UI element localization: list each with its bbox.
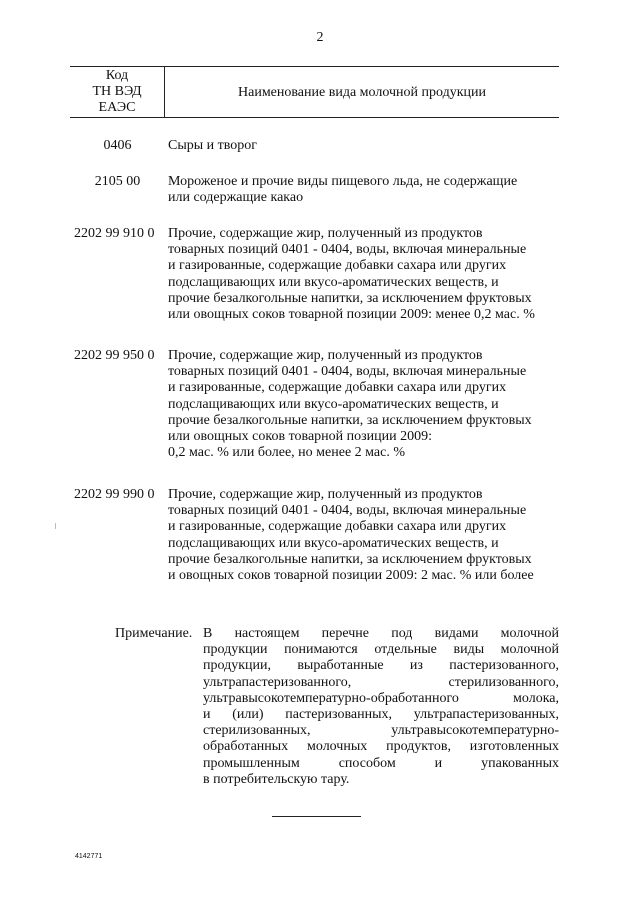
- header-code-line: Код: [105, 68, 129, 83]
- row-description-line: или овощных соков товарной позиции 2009:: [168, 429, 433, 445]
- row-description-line: товарных позиций 0401 - 0404, воды, включая минеральные: [168, 364, 527, 380]
- end-separator-line: [272, 816, 361, 817]
- note-line: и (или) пастеризованных, ультрапастеризованных,: [203, 707, 559, 723]
- header-name-column: Наименование вида молочной продукции: [238, 85, 486, 100]
- page-number: 2: [316, 30, 324, 45]
- header-code-column: [70, 68, 164, 116]
- row-code: 2105 00: [94, 174, 141, 189]
- header-code-line: ТН ВЭД: [92, 84, 142, 99]
- header-code-line: ЕАЭС: [98, 100, 136, 115]
- row-description-line: и овощных соков товарной позиции 2009: 2 мас. % или более: [168, 568, 534, 584]
- row-description: [168, 138, 568, 154]
- row-description-line: Прочие, содержащие жир, полученный из продуктов: [168, 226, 483, 241]
- row-description-line: прочие безалкогольные напитки, за исключением фруктовых: [168, 290, 532, 306]
- row-code: 0406: [103, 138, 132, 153]
- row-code: 2202 99 990 0: [74, 487, 155, 502]
- row-description-line: и газированные, содержащие добавки сахара или других: [168, 258, 507, 274]
- note-line: ультрапастеризованного, стерилизованного,: [203, 674, 559, 690]
- note-line: В настоящем перечне под видами молочной: [203, 626, 559, 641]
- note-line: ультравысокотемпературно-обработанного молока,: [203, 690, 559, 706]
- row-description-line: или содержащие какао: [168, 190, 304, 206]
- note-line: обработанных молочных продуктов, изготовленных: [203, 739, 559, 755]
- note-line: в потребительскую тару.: [203, 771, 350, 787]
- row-code: 2202 99 910 0: [74, 226, 155, 241]
- row-description-line: подслащивающих или вкусо-ароматических веществ, и: [168, 535, 499, 551]
- note-text: [203, 626, 559, 788]
- row-description-line: или овощных соков товарной позиции 2009: менее 0,2 мас. %: [168, 307, 535, 323]
- note-line: продукции, выработанные из пастеризованного,: [203, 658, 559, 674]
- row-code: 2202 99 950 0: [74, 348, 155, 363]
- table-header-top-border: [70, 66, 559, 67]
- row-description: [168, 487, 568, 584]
- margin-mark: [55, 523, 56, 529]
- row-description-line: прочие безалкогольные напитки, за исключением фруктовых: [168, 551, 532, 567]
- note-line: стерилизованных, ультравысокотемпературно-: [203, 723, 559, 739]
- row-description-line: 0,2 мас. % или более, но менее 2 мас. %: [168, 445, 406, 461]
- row-description-line: Мороженое и прочие виды пищевого льда, не содержащие: [168, 174, 518, 189]
- note-label: Примечание.: [115, 626, 193, 641]
- row-description: [168, 348, 568, 461]
- row-description: [168, 174, 568, 206]
- row-description-line: и газированные, содержащие добавки сахара или других: [168, 519, 507, 535]
- row-description-line: товарных позиций 0401 - 0404, воды, включая минеральные: [168, 242, 527, 258]
- row-description-line: Прочие, содержащие жир, полученный из продуктов: [168, 487, 483, 502]
- row-description: [168, 226, 568, 323]
- row-description-line: подслащивающих или вкусо-ароматических веществ, и: [168, 396, 499, 412]
- document-id: 4142771: [75, 853, 103, 860]
- row-description-line: прочие безалкогольные напитки, за исключением фруктовых: [168, 412, 532, 428]
- row-description-line: Прочие, содержащие жир, полученный из продуктов: [168, 348, 483, 363]
- row-description-line: товарных позиций 0401 - 0404, воды, включая минеральные: [168, 503, 527, 519]
- note-line: продукции понимаются отдельные виды молочной: [203, 642, 559, 658]
- note-line: промышленным способом и упакованных: [203, 755, 559, 771]
- row-description-line: и газированные, содержащие добавки сахара или других: [168, 380, 507, 396]
- row-description-line: подслащивающих или вкусо-ароматических веществ, и: [168, 274, 499, 290]
- table-header-bottom-border: [70, 117, 559, 118]
- row-description-line: Сыры и творог: [168, 138, 258, 153]
